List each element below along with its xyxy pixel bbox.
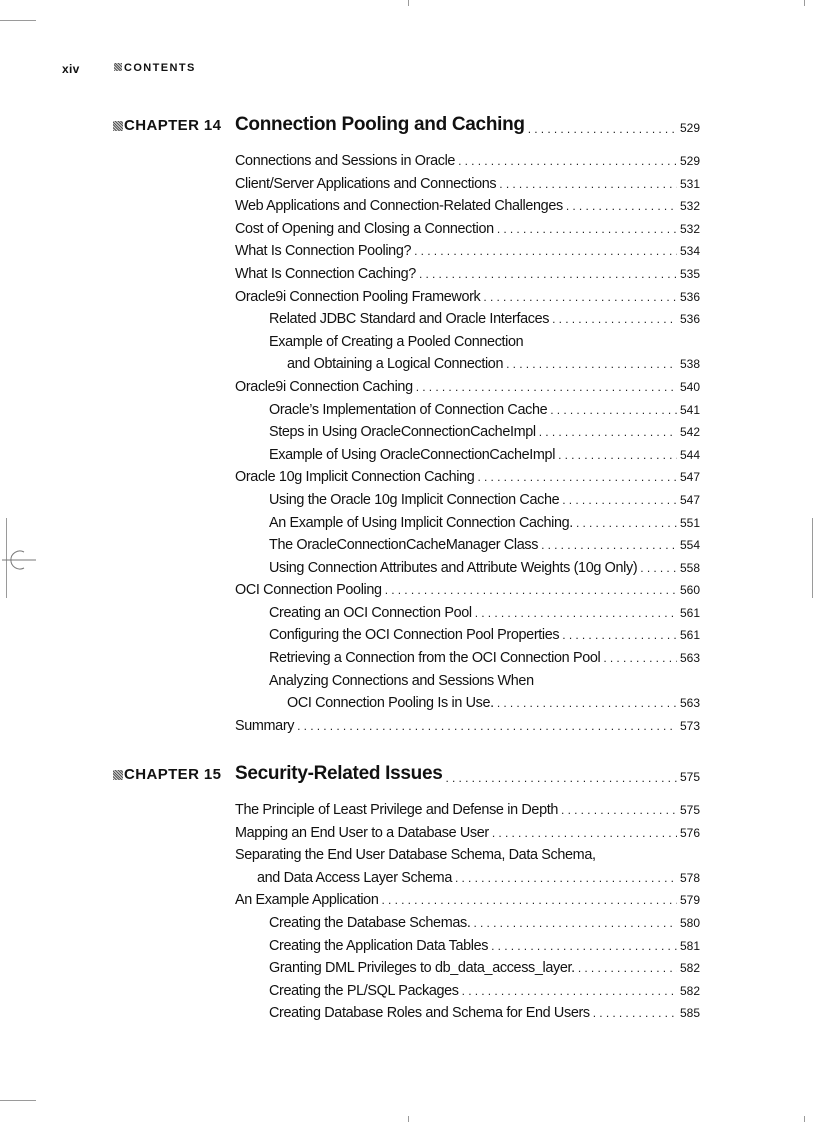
chapter-title-link[interactable] [235, 114, 700, 136]
toc-entry[interactable] [235, 936, 700, 959]
toc-entry-title: Creating an OCI Connection Pool [269, 604, 472, 621]
toc-entry-title: Cost of Opening and Closing a Connection [235, 220, 494, 237]
crop-mark [0, 1100, 36, 1101]
toc-entry[interactable] [235, 693, 700, 716]
toc-entry-page-number: 581 [679, 938, 700, 953]
toc-entry-title: and Obtaining a Logical Connection [287, 356, 504, 373]
chapter-label: CHAPTER 14 [113, 117, 221, 134]
toc-entry-title: Granting DML Privileges to db_data_access_layer. [269, 960, 575, 977]
dot-leader [475, 606, 677, 620]
toc-entry-page-number: 538 [679, 357, 700, 372]
toc-entry[interactable] [235, 196, 700, 219]
toc-entry-page-number: 560 [679, 583, 700, 598]
toc-entry[interactable] [235, 716, 700, 739]
toc-entry-page-number: 580 [679, 915, 700, 930]
running-head-section [114, 62, 196, 74]
chapter-heading [113, 114, 700, 140]
toc-entry-list [235, 800, 700, 1026]
dot-leader [419, 267, 677, 281]
crop-mark [804, 0, 805, 6]
toc-entry-page-number: 575 [679, 803, 700, 817]
dot-leader [603, 651, 677, 665]
dot-leader [491, 939, 677, 953]
toc-entry-page-number: 578 [679, 870, 700, 885]
dot-leader [414, 244, 677, 258]
dot-leader [566, 199, 677, 213]
toc-entry-page-number: 532 [679, 199, 700, 214]
toc-entry[interactable] [235, 558, 700, 581]
toc-entry[interactable] [235, 890, 700, 913]
toc-entry-title: Creating the PL/SQL Packages [269, 982, 459, 999]
crop-mark [408, 0, 409, 6]
toc-entry[interactable] [235, 981, 700, 1004]
toc-entry[interactable] [235, 264, 700, 287]
dot-leader [497, 222, 677, 236]
toc-entry-title: Summary [235, 717, 295, 734]
toc-entry-title: OCI Connection Pooling Is in Use. [287, 695, 494, 712]
toc-entry[interactable] [235, 823, 700, 846]
toc-entry-title: The OracleConnectionCacheManager Class [269, 537, 539, 554]
registration-mark-icon [2, 548, 36, 572]
toc-entry[interactable] [235, 625, 700, 648]
toc-entry-title: Oracle9i Connection Pooling Framework [235, 288, 481, 305]
square-bullet-icon [114, 63, 122, 71]
toc-entry-title: Using the Oracle 10g Implicit Connection Cache [269, 491, 560, 508]
dot-leader [550, 403, 677, 417]
toc-entry-title: Separating the End User Database Schema, Data Schema, [235, 847, 596, 864]
toc-entry-page-number: 551 [679, 515, 700, 530]
toc-entry-title: Analyzing Connections and Sessions When [269, 672, 534, 689]
dot-leader [528, 122, 677, 136]
dot-leader [462, 984, 677, 998]
toc-entry[interactable] [235, 309, 700, 332]
dot-leader [541, 538, 677, 552]
toc-entry-page-number: 544 [679, 447, 700, 462]
toc-entry-page-number: 532 [679, 221, 700, 236]
toc-entry[interactable] [235, 603, 700, 626]
dot-leader [562, 493, 677, 507]
toc-entry-title: Example of Using OracleConnectionCacheImpl [269, 446, 556, 463]
toc-entry-title: What Is Connection Pooling? [235, 243, 412, 260]
dot-leader [593, 1006, 677, 1020]
square-bullet-icon [113, 121, 123, 131]
dot-leader [497, 696, 677, 710]
dot-leader [506, 357, 677, 371]
toc-entry-list [235, 151, 700, 738]
toc-entry-title: An Example Application [235, 892, 379, 909]
toc-entry-title: Creating Database Roles and Schema for End Users [269, 1005, 590, 1022]
toc-entry-title: Creating the Application Data Tables [269, 937, 489, 954]
dot-leader [483, 290, 677, 304]
section-title: CONTENTS [124, 62, 196, 74]
dot-leader [416, 380, 677, 394]
toc-entry[interactable] [235, 354, 700, 377]
toc-entry-page-number: 579 [679, 893, 700, 908]
dot-leader [385, 583, 677, 597]
toc-entry-page-number: 541 [679, 402, 700, 417]
toc-entry[interactable] [235, 422, 700, 445]
toc-entry[interactable] [235, 467, 700, 490]
toc-entry[interactable] [235, 913, 700, 936]
dot-leader [558, 448, 677, 462]
chapter-14-section [113, 114, 700, 734]
toc-entry-title: Oracle’s Implementation of Connection Cache [269, 401, 548, 418]
toc-entry-title: The Principle of Least Privilege and Defense in Depth [235, 802, 559, 818]
dot-leader [561, 803, 677, 817]
toc-entry-page-number: 561 [679, 605, 700, 620]
crop-mark [804, 1116, 805, 1122]
chapter-page-number: 575 [679, 770, 700, 784]
toc-entry-title: Oracle9i Connection Caching [235, 378, 413, 395]
toc-entry-page-number: 563 [679, 696, 700, 711]
toc-entry[interactable] [235, 287, 700, 310]
toc-entry[interactable] [235, 868, 700, 891]
toc-entry-page-number: 535 [679, 266, 700, 281]
dot-leader [640, 561, 677, 575]
chapter-heading [113, 763, 700, 789]
toc-entry[interactable] [235, 174, 700, 197]
dot-leader [539, 425, 677, 439]
dot-leader [477, 470, 677, 484]
toc-entry-title: Configuring the OCI Connection Pool Properties [269, 627, 560, 644]
toc-entry[interactable] [235, 671, 700, 694]
toc-entry-title: Mapping an End User to a Database User [235, 824, 489, 841]
toc-entry[interactable] [235, 1003, 700, 1026]
toc-entry-page-number: 536 [679, 289, 700, 304]
toc-entry[interactable] [235, 377, 700, 400]
toc-entry-page-number: 558 [679, 560, 700, 575]
toc-entry[interactable] [235, 400, 700, 423]
toc-entry-page-number: 576 [679, 825, 700, 840]
crop-mark [0, 20, 36, 21]
toc-entry-title: An Example of Using Implicit Connection Caching. [269, 514, 573, 531]
toc-entry-title: Client/Server Applications and Connections [235, 175, 497, 192]
toc-entry-title: Using Connection Attributes and Attribute Weights (10g Only) [269, 559, 638, 576]
toc-entry[interactable] [235, 219, 700, 242]
toc-entry-page-number: 573 [679, 718, 700, 733]
chapter-title: Security-Related Issues [235, 763, 443, 784]
chapter-title: Connection Pooling and Caching [235, 114, 525, 135]
toc-entry[interactable] [235, 151, 700, 174]
toc-entry-page-number: 554 [679, 538, 700, 553]
toc-entry-title: Example of Creating a Pooled Connection [269, 333, 524, 350]
chapter-label: CHAPTER 15 [113, 766, 221, 783]
toc-entry-title: Web Applications and Connection-Related Challenges [235, 198, 563, 215]
chapter-page-number: 529 [679, 121, 700, 135]
toc-entry[interactable] [235, 845, 700, 868]
dot-leader [562, 628, 677, 642]
toc-entry[interactable] [235, 513, 700, 536]
dot-leader [382, 893, 677, 907]
chapter-15-section [113, 763, 700, 1022]
toc-entry-page-number: 582 [679, 983, 700, 998]
toc-entry-page-number: 582 [679, 961, 700, 976]
toc-entry-page-number: 529 [679, 154, 700, 168]
toc-entry-title: Related JDBC Standard and Oracle Interfaces [269, 311, 550, 328]
toc-entry-title: Steps in Using OracleConnectionCacheImpl [269, 424, 536, 441]
dot-leader [552, 312, 677, 326]
toc-entry-page-number: 534 [679, 244, 700, 259]
chapter-title-link[interactable] [235, 763, 700, 785]
page-number: xiv [62, 62, 80, 76]
toc-entry[interactable] [235, 490, 700, 513]
toc-entry[interactable] [235, 648, 700, 671]
dot-leader [445, 771, 676, 785]
toc-entry-title: Retrieving a Connection from the OCI Connection Pool [269, 650, 601, 667]
toc-entry[interactable] [235, 958, 700, 981]
dot-leader [499, 177, 677, 191]
dot-leader [578, 961, 677, 975]
dot-leader [458, 154, 677, 168]
toc-entry-page-number: 531 [679, 176, 700, 191]
crop-mark [408, 1116, 409, 1122]
toc-entry[interactable] [235, 800, 700, 823]
toc-entry-title: OCI Connection Pooling [235, 582, 382, 599]
toc-entry[interactable] [235, 332, 700, 355]
crop-mark [812, 518, 813, 598]
toc-entry-title: Oracle 10g Implicit Connection Caching [235, 469, 475, 486]
toc-entry[interactable] [235, 241, 700, 264]
toc-entry-page-number: 536 [679, 312, 700, 327]
dot-leader [492, 826, 677, 840]
toc-entry[interactable] [235, 445, 700, 468]
dot-leader [576, 516, 677, 530]
toc-entry-page-number: 540 [679, 379, 700, 394]
toc-entry-page-number: 542 [679, 425, 700, 440]
square-bullet-icon [113, 770, 123, 780]
toc-entry-title: and Data Access Layer Schema [257, 869, 452, 886]
toc-entry-title: What Is Connection Caching? [235, 265, 416, 282]
toc-entry-title: Connections and Sessions in Oracle [235, 153, 456, 169]
toc-entry-page-number: 585 [679, 1006, 700, 1021]
toc-entry-title: Creating the Database Schemas. [269, 914, 471, 931]
dot-leader [473, 916, 676, 930]
toc-entry-page-number: 547 [679, 492, 700, 507]
dot-leader [455, 871, 677, 885]
toc-entry-page-number: 547 [679, 470, 700, 485]
toc-entry[interactable] [235, 580, 700, 603]
toc-entry-page-number: 563 [679, 651, 700, 666]
toc-entry-page-number: 561 [679, 628, 700, 643]
dot-leader [297, 719, 677, 733]
toc-entry[interactable] [235, 535, 700, 558]
